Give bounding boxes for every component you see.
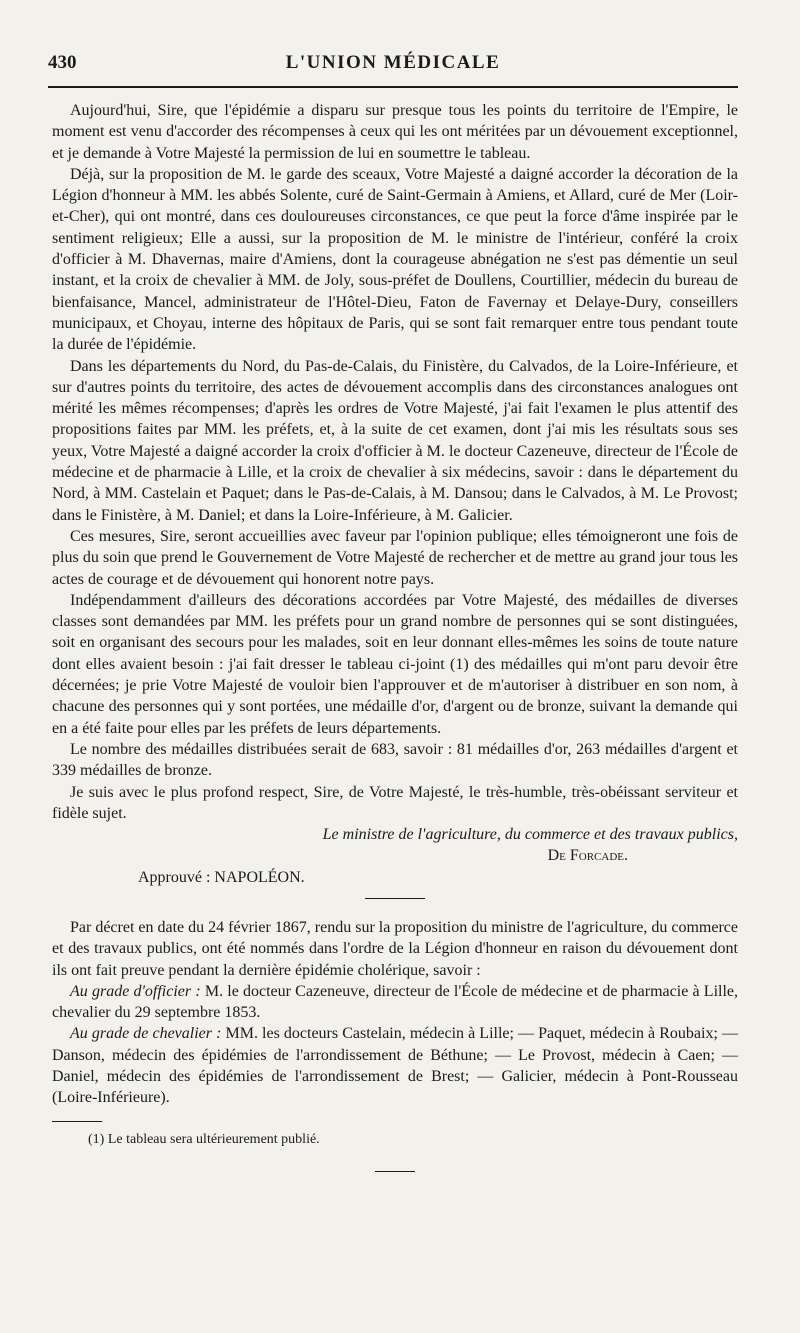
paragraph: Aujourd'hui, Sire, que l'épidémie a disparu sur presque tous les points du territoire de l'Empire, le moment est venu d'accorder des récompenses à ceux qui les ont méritées par un dévouement exceptionnel, et je demande à Votre Majesté la permission de lui en soumettre le tableau. <box>52 102 738 162</box>
approval-line: Approuvé : NAPOLÉON. <box>138 868 305 886</box>
article-body <box>52 100 738 1172</box>
footnote-rule <box>52 1121 102 1122</box>
officer-grade-label: Au grade d'officier : <box>70 982 201 1000</box>
header-rule <box>48 86 738 88</box>
decree-intro: Par décret en date du 24 février 1867, rendu sur la proposition du ministre de l'agriculture, du commerce et des travaux publics, ont été nommés dans l'ordre de la Légion d'honneur en raison du dévouement dont ils ont fait preuve pendant la dernière épidémie cholérique, savoir : <box>52 918 738 979</box>
paragraph: Je suis avec le plus profond respect, Sire, de Votre Majesté, le très-humble, très-obéissant serviteur et fidèle sujet. <box>52 783 738 822</box>
footnote: (1) Le tableau sera ultérieurement publié. <box>88 1131 320 1147</box>
paragraph: Déjà, sur la proposition de M. le garde des sceaux, Votre Majesté a daigné accorder la décoration de la Légion d'honneur à MM. les abbés Solente, curé de Saint-Germain à Amiens, et Allard, curé de Mer (Loir-et-Cher), qui ont montré, dans ces douloureuses circonstances, ce que peut la force d'âme inspirée par le sentiment religieux; Elle a aussi, sur la proposition de M. le ministre de l'intérieur, conféré la croix d'officier à M. Dhavernas, maire d'Amiens, dont la courageuse abnégation ne s'est pas démentie un seul instant, et la croix de chevalier à MM. de Joly, sous-préfet de Doullens, Courtillier, médecin du bureau de bienfaisance, Mancel, administrateur de l'Hôtel-Dieu, Faton de Favernay et Delaye-Dury, conseillers municipaux, et Choyau, interne des hôpitaux de Paris, qui se sont fait remarquer entre tous pendant toute la durée de l'épidémie. <box>52 165 738 354</box>
knight-grade-text: MM. les docteurs Castelain, médecin à Lille; — Paquet, médecin à Roubaix; — Danson, médecin des épidémies de l'arrondissement de Béthune; — Le Provost, médecin à Caen; — Daniel, médecin des épidémies de l'arrondissement de Brest; — Galicier, médecin à Pont-Rousseau (Loire-Inférieure). <box>52 1025 738 1107</box>
page-header <box>48 52 738 80</box>
paragraph: Indépendamment d'ailleurs des décorations accordées par Votre Majesté, des médailles de diverses classes sont demandées par MM. les préfets pour un grand nombre de personnes qui se sont distinguées, soit en organisant des secours pour les malades, soit en leur donnant elles-mêmes les soins de toute nature dont elles avaient besoin : j'ai fait dresser le tableau ci-joint (1) des médailles qui m'ont paru devoir être décernées; je prie Votre Majesté de vouloir bien l'approuver et de m'autoriser à distribuer en son nom, à chacune des personnes qui y sont portées, une médaille d'or, d'argent ou de bronze, suivant la demande qui en a été faite pour elles par les préfets de leurs départements. <box>52 591 738 737</box>
signature-minister: Le ministre de l'agriculture, du commerce et des travaux publics, <box>322 826 738 844</box>
journal-title: L'UNION MÉDICALE <box>285 52 501 73</box>
paragraph: Ces mesures, Sire, seront accueillies avec faveur par l'opinion publique; elles témoigneront une fois de plus du soin que prend le Gouvernement de Votre Majesté de rechercher et de mettre au grand jour tous les actes de courage et de dévouement qui honorent notre pays. <box>52 527 738 588</box>
decree-officer <box>52 981 738 1024</box>
knight-grade-label: Au grade de chevalier : <box>70 1025 222 1043</box>
paragraph: Dans les départements du Nord, du Pas-de-Calais, du Finistère, du Calvados, de la Loire-Inférieure, et sur d'autres points du territoire, des actes de dévouement accomplis dans des circonstances analogues ont mérité les mêmes récompenses; d'après les ordres de Votre Majesté, j'ai fait l'examen le plus attentif des propositions faites par MM. les préfets, et, à la suite de cet examen, dont j'ai mis les résultats sous ses yeux, Votre Majesté a daigné accorder la croix d'officier à M. le docteur Cazeneuve, directeur de l'École de médecine et de pharmacie à Lille, et la croix de chevalier à six médecins, savoir : dans le département du Nord, à MM. Castelain et Paquet; dans le Pas-de-Calais, à M. Dansou; dans le Calvados, à M. Le Provost; dans le Finistère, à M. Daniel; et dans la Loire-Inférieure, à M. Galicier. <box>52 357 738 524</box>
section-separator <box>365 898 425 899</box>
page-number: 430 <box>48 52 77 73</box>
paragraph: Le nombre des médailles distribuées serait de 683, savoir : 81 médailles d'or, 263 médailles d'argent et 339 médailles de bronze. <box>52 740 738 780</box>
signature-name: De Forcade. <box>547 847 628 865</box>
officer-grade-text: M. le docteur Cazeneuve, directeur de l'École de médecine et de pharmacie à Lille, chevalier du 29 septembre 1853. <box>52 982 739 1022</box>
decree-knight <box>52 1023 738 1108</box>
end-rule <box>375 1171 415 1172</box>
